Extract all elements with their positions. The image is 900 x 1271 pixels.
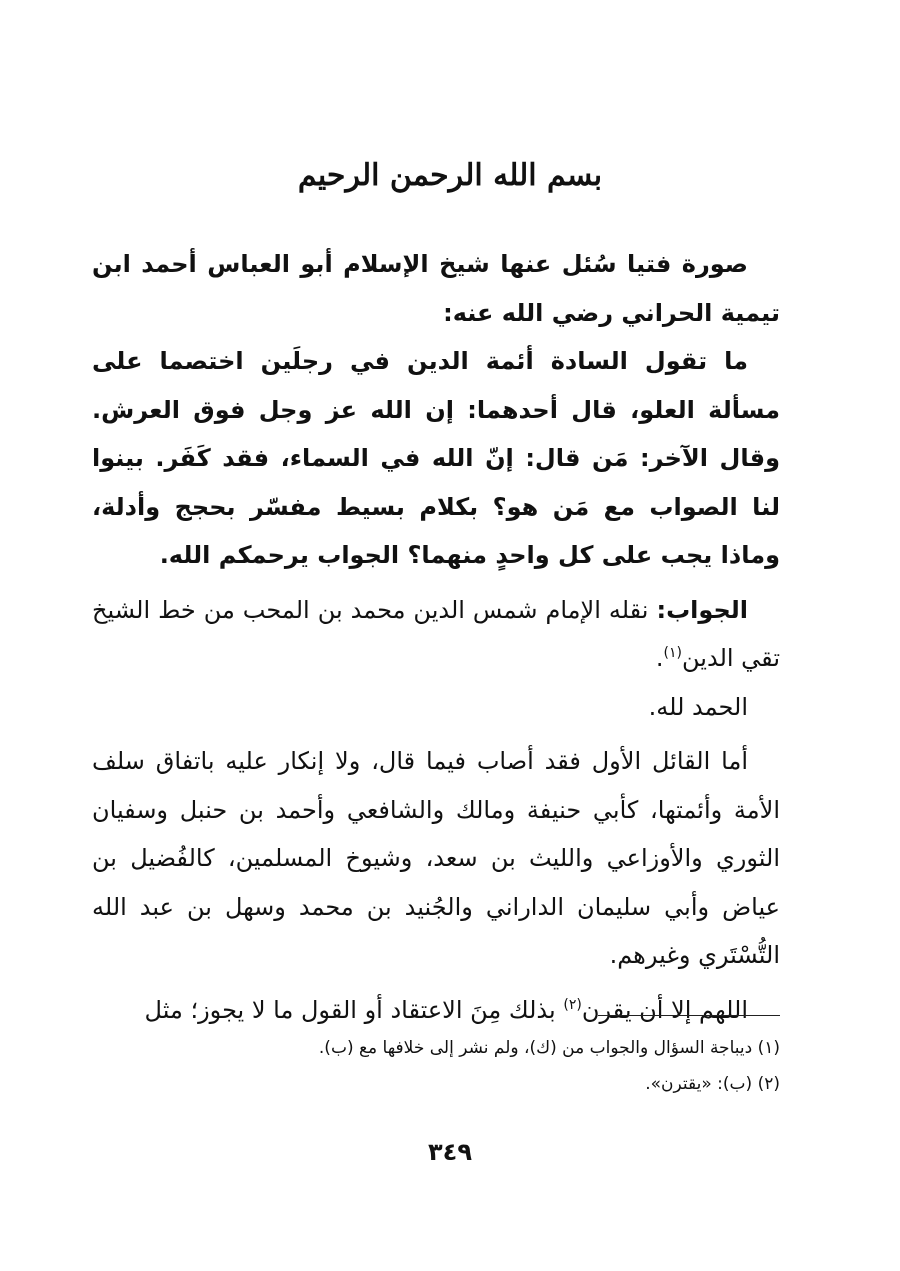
answer-source-end: . bbox=[655, 644, 664, 672]
basmala-heading: بسم الله الرحمن الرحيم bbox=[297, 158, 603, 193]
footnote-1: (١) ديباجة السؤال والجواب من (ك)، ولم نشر إلى خلافها مع (ب). bbox=[318, 1038, 780, 1058]
main-text bbox=[92, 240, 780, 1034]
answer-source-text: نقله الإمام شمس الدين محمد بن المحب من خط الشيخ تقي الدين bbox=[92, 595, 780, 672]
answer-label: الجواب: bbox=[656, 595, 748, 624]
page-number: ٣٤٩ bbox=[428, 1138, 472, 1166]
footnotes bbox=[92, 1030, 780, 1102]
question-text: ما تقول السادة أئمة الدين في رجلَين اختصما على مسألة العلو، قال أحدهما: إن الله عز وجل فوق العرش. وقال الآخر: مَن قال: إنّ الله في السماء، فقد كَفَر. بينوا لنا الصواب مع مَن هو؟ بكلام بسيط مفسّر بحجج وأدلة، وماذا يجب على كل واحدٍ منهما؟ الجواب يرحمكم الله. bbox=[92, 347, 780, 569]
question-intro: صورة فتيا سُئل عنها شيخ الإسلام أبو العباس أحمد ابن تيمية الحراني رضي الله عنه: bbox=[92, 250, 780, 327]
answer-paragraph: أما القائل الأول فقد أصاب فيما قال، ولا إنكار عليه باتفاق سلف الأمة وأئمتها، كأبي حنيفة ومالك والشافعي وأحمد بن حنبل وسفيان الثوري والأوزاعي والليث بن سعد، وشيوخ المسلمين، كالفُضيل بن عياض وأبي سليمان الداراني والجُنيد بن محمد وسهل بن عبد الله التُّسْتَري وغيرهم. bbox=[92, 747, 780, 969]
footnote-divider bbox=[598, 1015, 780, 1016]
footnote-2: (٢) (ب): «يقترن». bbox=[645, 1074, 780, 1094]
footnote-ref-1: (١) bbox=[663, 645, 683, 661]
answer-source bbox=[92, 586, 780, 683]
continuation-start: اللهم إلا أن يقرن bbox=[581, 995, 748, 1024]
hamd-line: الحمد لله. bbox=[648, 692, 748, 721]
continuation-end: بذلك مِنَ الاعتقاد أو القول ما لا يجوز؛ مثل bbox=[144, 995, 564, 1024]
answer-continuation bbox=[92, 986, 780, 1035]
footnote-ref-2: (٢) bbox=[563, 996, 582, 1013]
